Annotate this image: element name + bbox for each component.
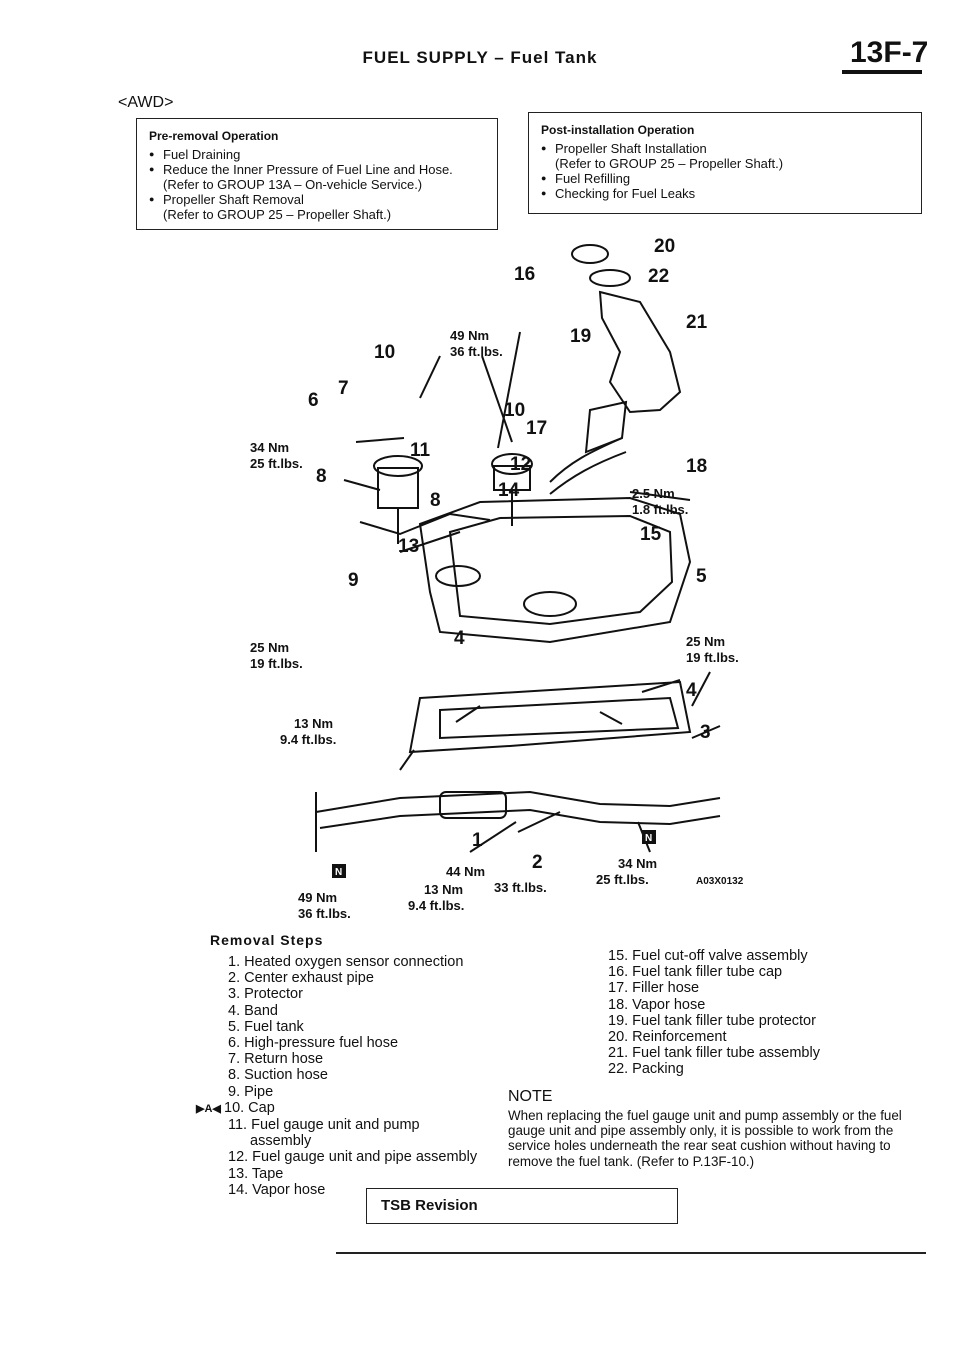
page-number: 13F-7 (850, 36, 929, 69)
torque-nm: 2.5 Nm (632, 486, 675, 501)
removal-step: 9. Pipe (228, 1083, 274, 1100)
removal-steps-left (196, 954, 478, 1198)
figure-code: A03X0132 (696, 876, 744, 887)
removal-steps-title: Removal Steps (210, 932, 324, 948)
pre-removal-item: ● Reduce the Inner Pressure of Fuel Line and Hose. (149, 162, 497, 177)
note-title: NOTE (508, 1088, 553, 1105)
removal-step: 13. Tape (228, 1165, 284, 1182)
removal-step-with-marker (196, 1099, 477, 1117)
removal-step: 11. Fuel gauge unit and pump (228, 1117, 420, 1134)
callout-10b: 10 (504, 400, 526, 421)
torque-nm: 34 Nm (618, 856, 658, 871)
callout-3: 3 (700, 722, 711, 743)
post-installation-box (528, 112, 922, 214)
callout-7: 7 (338, 378, 349, 399)
fuel-tank-exploded-diagram (250, 232, 810, 922)
post-installation-item: (Refer to GROUP 25 – Propeller Shaft.) (555, 156, 784, 171)
torque-ftlbs: 33 ft.lbs. (494, 880, 547, 895)
pre-removal-item: ● Fuel Draining (149, 147, 497, 162)
tsb-revision-box (366, 1188, 678, 1224)
removal-step: 5. Fuel tank (228, 1018, 304, 1035)
torque-ftlbs: 9.4 ft.lbs. (280, 732, 337, 747)
torque-ftlbs: 36 ft.lbs. (450, 344, 503, 359)
post-installation-list (529, 141, 921, 201)
removal-step: 16. Fuel tank filler tube cap (608, 964, 783, 981)
callout-16: 16 (514, 264, 536, 285)
torque-nm: 49 Nm (450, 328, 490, 343)
removal-step: 14. Vapor hose (228, 1181, 326, 1198)
callout-19: 19 (570, 326, 592, 347)
callout-4b: 4 (686, 680, 697, 701)
removal-step: 2. Center exhaust pipe (228, 970, 374, 987)
callout-22: 22 (648, 266, 670, 287)
callout-14: 14 (498, 480, 520, 501)
callout-13: 13 (398, 536, 420, 557)
pre-removal-item: (Refer to GROUP 25 – Propeller Shaft.) (163, 207, 392, 222)
torque-ftlbs: 19 ft.lbs. (250, 656, 303, 671)
post-installation-item: ● Fuel Refilling (541, 171, 921, 186)
removal-step: 3. Protector (228, 986, 303, 1003)
pre-removal-list (137, 147, 497, 222)
torque-nm: 44 Nm (446, 864, 486, 879)
torque-ftlbs: 9.4 ft.lbs. (408, 898, 465, 913)
callout-8b: 8 (430, 490, 441, 511)
torque-nm: 13 Nm (424, 882, 464, 897)
callout-2: 2 (532, 852, 543, 873)
torque-ftlbs: 36 ft.lbs. (298, 906, 351, 921)
reference-marker: ▶A◀ (196, 1102, 221, 1115)
removal-step-label: 10. Cap (224, 1099, 275, 1116)
removal-steps-right (608, 948, 820, 1078)
removal-step-continued: assembly (250, 1133, 312, 1150)
removal-step: 17. Filler hose (608, 980, 700, 997)
callout-6: 6 (308, 390, 319, 411)
page-header-title: FUEL SUPPLY – Fuel Tank (362, 48, 598, 67)
callout-8: 8 (316, 466, 327, 487)
torque-ftlbs: 19 ft.lbs. (686, 650, 739, 665)
torque-ftlbs: 25 ft.lbs. (596, 872, 649, 887)
callout-4: 4 (454, 628, 465, 649)
removal-step: 8. Suction hose (228, 1067, 328, 1084)
removal-step: 7. Return hose (228, 1051, 324, 1068)
pre-removal-box (136, 118, 498, 230)
post-installation-title: Post-installation Operation (541, 123, 695, 137)
post-installation-item: ● Checking for Fuel Leaks (541, 186, 921, 201)
callout-17: 17 (526, 418, 548, 439)
n-mark: N (335, 867, 343, 878)
removal-step: 19. Fuel tank filler tube protector (608, 1012, 816, 1029)
removal-step: 4. Band (228, 1002, 278, 1019)
torque-nm: 49 Nm (298, 890, 338, 905)
n-mark: N (645, 833, 653, 844)
callout-15: 15 (640, 524, 662, 545)
callout-9: 9 (348, 570, 359, 591)
callout-21: 21 (686, 312, 708, 333)
post-installation-item: ● Propeller Shaft Installation (541, 141, 921, 156)
removal-step: 15. Fuel cut-off valve assembly (608, 948, 808, 964)
torque-ftlbs: 1.8 ft.lbs. (632, 502, 689, 517)
torque-ftlbs: 25 ft.lbs. (250, 456, 303, 471)
torque-nm: 25 Nm (250, 640, 290, 655)
callout-1: 1 (472, 830, 483, 851)
pre-removal-item: ● Propeller Shaft Removal (149, 192, 497, 207)
tsb-revision-label: TSB Revision (381, 1197, 478, 1214)
removal-step: 20. Reinforcement (608, 1029, 727, 1046)
bottom-rule (336, 1252, 926, 1254)
removal-step: 12. Fuel gauge unit and pipe assembly (228, 1149, 478, 1166)
callout-18: 18 (686, 456, 708, 477)
callout-12: 12 (510, 454, 532, 475)
removal-step: 21. Fuel tank filler tube assembly (608, 1045, 820, 1062)
variant-label: <AWD> (118, 94, 174, 111)
torque-nm: 25 Nm (686, 634, 726, 649)
torque-nm: 13 Nm (294, 716, 334, 731)
callout-20: 20 (654, 236, 676, 257)
callout-10: 10 (374, 342, 396, 363)
note-text: When replacing the fuel gauge unit and pump assembly or the fuel gauge unit and pipe assembly only, it is possible to work from the service holes underneath the rear seat cushion without having to remove the fuel tank. (Refer to P.13F-10.) (508, 1108, 902, 1169)
removal-step: 22. Packing (608, 1061, 684, 1078)
removal-step: 1. Heated oxygen sensor connection (228, 954, 464, 970)
page-number-underline (842, 70, 922, 74)
pre-removal-item: (Refer to GROUP 13A – On-vehicle Service.) (163, 177, 423, 192)
diagram-lines (316, 245, 720, 852)
pre-removal-title: Pre-removal Operation (149, 129, 279, 143)
removal-step: 6. High-pressure fuel hose (228, 1035, 399, 1052)
removal-step: 18. Vapor hose (608, 996, 706, 1013)
callout-5: 5 (696, 566, 707, 587)
torque-nm: 34 Nm (250, 440, 290, 455)
callout-11: 11 (410, 440, 431, 461)
